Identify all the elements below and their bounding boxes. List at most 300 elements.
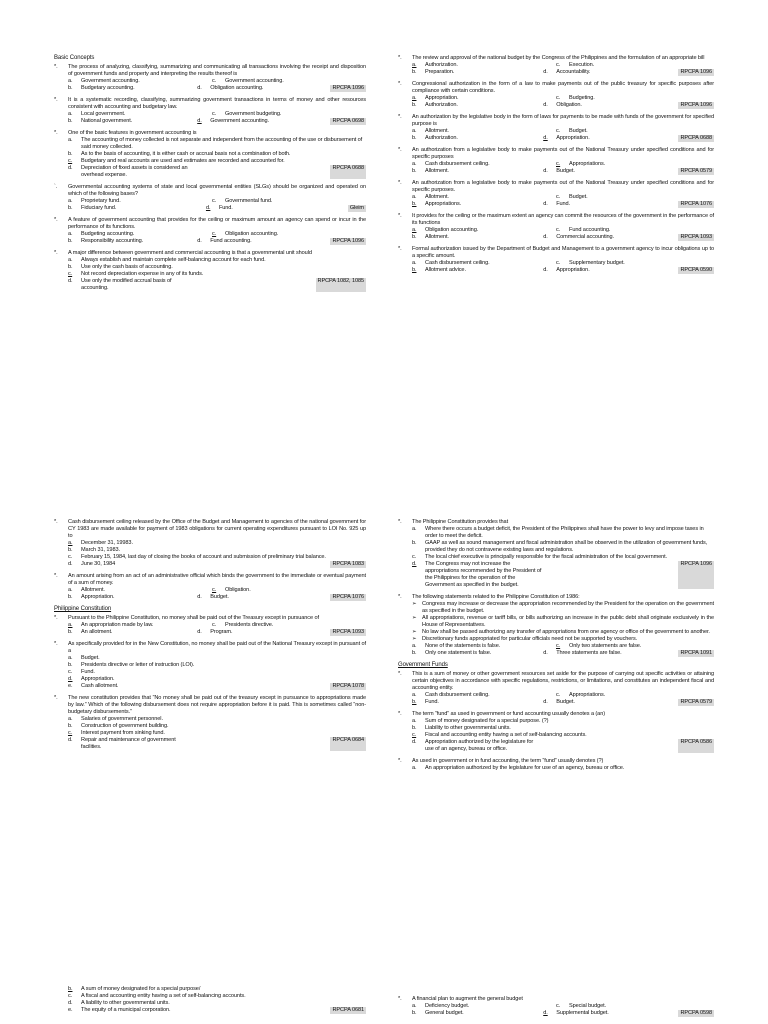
section-heading: Basic Concepts (54, 55, 95, 61)
question (54, 641, 366, 690)
source-tag: RPCPA 1093 (332, 629, 364, 635)
answer-options (68, 111, 366, 125)
question (398, 213, 714, 241)
answer-options (412, 260, 714, 274)
option-text: Budgetary accounting. (81, 85, 135, 91)
option-row (412, 69, 714, 76)
answer-option (68, 662, 366, 669)
question-text: The term “fund” as used in government or fund accounting usually denotes a (an) (412, 711, 605, 717)
answer-options (412, 95, 714, 109)
option-letter: a. (412, 128, 417, 134)
answer-option (68, 278, 190, 292)
answer-option (197, 118, 326, 125)
option-text: Allotment. (81, 587, 105, 593)
answer-option (412, 194, 556, 201)
option-letter: b. (412, 201, 417, 207)
answer-option (556, 227, 700, 234)
option-text: An appropriation made by law. (81, 622, 154, 628)
answer-options (68, 716, 366, 751)
question-text: It is a systematic recording, classifying, summarizing government transactions in terms of money and other resources consistent with accounting and budgetary law. (68, 97, 366, 110)
statement-item (412, 629, 714, 636)
question-stem (398, 55, 714, 62)
option-row (68, 594, 366, 601)
answer-options (412, 765, 714, 772)
source-tag: RPCPA 0681 (332, 1007, 365, 1013)
option-letter: b. (412, 540, 417, 546)
answer-option (556, 692, 700, 699)
option-text: Depreciation of fixed assets is considered an overhead expense. (81, 165, 188, 178)
question-text: An amount arising from an act of an administrative official which binds the government to the immediate or eventual payment of a sum of money. (68, 573, 366, 586)
option-row (68, 547, 366, 554)
option-text: Presidents directive. (225, 622, 274, 628)
option-row (412, 102, 714, 109)
question-bullet: *. (398, 55, 402, 61)
option-row (412, 260, 714, 267)
option-text: Interest payment from sinking fund. (81, 730, 165, 736)
answer-option (412, 718, 714, 725)
statement-text: Congress may increase or decrease the appropriation recommended by the President for the operation on the government as specified in the budget. (422, 601, 714, 614)
option-letter: b. (68, 238, 73, 244)
option-letter: a. (68, 540, 73, 546)
option-row (68, 1007, 366, 1014)
option-text: The Congress may not increase the appropriations recommended by the President of the Philippines for the operation of the Government as specified in the budget. (425, 561, 542, 588)
option-letter: d. (543, 135, 548, 141)
question-text: The process of analyzing, classifying, summarizing and communicating all transactions involving the receipt and disposition of government funds and property and interpreting the results thereof is (68, 64, 366, 77)
option-letter: b. (68, 723, 73, 729)
option-letter: c. (68, 993, 73, 999)
option-text: A liability to other governmental units. (81, 1000, 170, 1006)
option-text: Local government. (81, 111, 126, 117)
question-text: Pursuant to the Philippine Constitution, no money shall be paid out of the Treasury except in pursuance of (68, 615, 319, 621)
option-row (412, 62, 714, 69)
answer-option (412, 135, 543, 142)
option-text: February 15, 1984, last day of closing the books of account and submission of preliminary trial balance. (81, 554, 326, 560)
answer-option (543, 168, 674, 175)
option-letter: b. (412, 650, 417, 656)
option-text: Budget. (210, 594, 229, 600)
answer-option (68, 723, 366, 730)
option-row (412, 526, 714, 540)
answer-option (68, 554, 366, 561)
answer-option (68, 271, 366, 278)
source-tag: RPCPA 0586 (678, 739, 714, 753)
option-letter: c. (68, 730, 73, 736)
answer-option (68, 165, 197, 179)
option-row (68, 85, 366, 92)
option-text: Authorization. (425, 62, 458, 68)
question-stem (54, 573, 366, 587)
question-stem (54, 250, 366, 257)
answer-option (412, 692, 556, 699)
option-text: Supplementary budget. (569, 260, 625, 266)
option-letter: b. (68, 264, 73, 270)
answer-options (412, 526, 714, 589)
option-row (412, 650, 714, 657)
option-row (68, 78, 366, 85)
answer-option (68, 158, 366, 165)
statement-item (412, 636, 714, 643)
statement-text: All appropriations, revenue or tariff bills, or bills authorizing an increase in the public debt shall originate exclusively in the House of Representatives. (422, 615, 714, 628)
question (398, 147, 714, 175)
question (54, 64, 366, 92)
answer-option (543, 699, 674, 706)
option-letter: d. (412, 561, 417, 567)
option-row (412, 161, 714, 168)
question-bullet: *. (398, 114, 402, 120)
option-letter: a. (68, 655, 73, 661)
question-stem (398, 671, 714, 692)
source-tag: RPCPA 0684 (330, 737, 366, 751)
option-row (68, 271, 366, 278)
option-letter: a. (412, 62, 417, 68)
source-tag: RPCPA 0579 (680, 168, 712, 174)
source-tag: RPCPA 1096 (332, 238, 364, 244)
option-row (68, 205, 366, 212)
question-bullet: *. (54, 695, 58, 701)
question-bullet: *. (54, 217, 58, 223)
option-letter: b. (412, 102, 417, 108)
answer-options (412, 692, 714, 706)
option-letter: c. (212, 111, 217, 117)
option-text: Government budgeting. (225, 111, 282, 117)
answer-option (68, 238, 197, 245)
answer-option (412, 267, 543, 274)
option-text: Fund. (556, 201, 571, 207)
question-bullet: *. (54, 250, 58, 256)
question-stem (54, 130, 366, 137)
option-letter: c. (68, 158, 73, 164)
question-text: An authorization from a legislative body to make payments out of the National Treasury under specified conditions and for specific purposes. (412, 180, 714, 193)
option-text: Budget. (569, 128, 588, 134)
option-text: Appropriations. (569, 692, 606, 698)
option-text: Government accounting. (81, 78, 140, 84)
question-stem (398, 81, 714, 95)
option-text: Fund. (218, 205, 233, 211)
option-row (68, 165, 366, 179)
question (398, 81, 714, 109)
option-text: Cash disbursement ceiling. (425, 161, 490, 167)
question-stem (398, 519, 714, 526)
answer-option (556, 95, 700, 102)
option-text: Responsibility accounting. (81, 238, 144, 244)
option-row (68, 730, 366, 737)
option-text: June 30, 1984 (81, 561, 116, 567)
option-letter: a. (68, 111, 73, 117)
answer-option (212, 78, 356, 85)
option-row (68, 198, 366, 205)
option-text: A sum of money designated for a special purpose/ (81, 986, 201, 992)
option-letter: b. (68, 662, 73, 668)
answer-option (412, 128, 556, 135)
answer-options (68, 231, 366, 245)
answer-option (412, 62, 556, 69)
answer-option (68, 737, 197, 751)
question-text: The new constitution provides that “No money shall be paid out of the treasury except in pursuance to appropriations made by law.” Which of the following disbursement does not require appropriation before it is paid. This is sometimes called “non-budgetary disbursements.” (68, 695, 366, 715)
option-text: Allotment. (425, 128, 449, 134)
column-top-right (398, 55, 714, 279)
source-tag: RPCPA 1096 (680, 102, 712, 108)
option-text: Appropriation. (556, 135, 590, 141)
question (398, 758, 714, 772)
question (398, 671, 714, 706)
answer-option (543, 135, 674, 142)
answer-option (68, 205, 206, 212)
option-letter: c. (68, 271, 73, 277)
option-letter: d. (68, 165, 73, 171)
answer-options (68, 257, 366, 292)
answer-option (212, 111, 356, 118)
option-text: Budget. (556, 168, 575, 174)
source-tag: RPCPA 0598 (680, 1010, 712, 1016)
question-stem (398, 180, 714, 194)
question-bullet: *. (54, 130, 58, 136)
option-text: Where there occurs a budget deficit, the President of the Philippines shall have the power to levy and impose taxes in order to meet the deficit. (425, 526, 704, 539)
option-letter: a. (412, 227, 417, 233)
option-letter: c. (556, 62, 561, 68)
section-heading: Government Funds (398, 662, 448, 668)
answer-option (68, 655, 366, 662)
question (54, 97, 366, 125)
option-text: Appropriation authorized by the legislature for use of an agency, bureau or office. (425, 739, 534, 752)
option-text: The equity of a municipal corporation. (81, 1007, 171, 1013)
answer-option (543, 69, 674, 76)
option-text: Accountability. (556, 69, 591, 75)
option-row (412, 699, 714, 706)
option-text: Preparation. (425, 69, 455, 75)
answer-option (556, 128, 700, 135)
answer-option (68, 683, 197, 690)
option-row (412, 168, 714, 175)
option-text: Appropriations. (425, 201, 462, 207)
question (54, 217, 366, 245)
question-bullet: *. (54, 64, 58, 70)
option-text: Obligation accounting. (225, 231, 279, 237)
arrow-bullet-icon: ➢ (412, 615, 417, 621)
option-letter: d. (68, 676, 73, 682)
question-text: Congressional authorization in the form of a law to make payments out of the public treasury for specific purposes after compliance with certain conditions. (412, 81, 714, 94)
option-letter: d. (197, 629, 202, 635)
question-text: An authorization by the legislative body in the form of laws for payments to be made with funds of the government for specified purpose is (412, 114, 714, 127)
question (398, 711, 714, 753)
question-bullet: *. (54, 519, 58, 525)
arrow-bullet-icon: ➢ (412, 636, 417, 642)
statement-text: No law shall be passed authorizing any transfer of appropriations from one agency or office of the government to another. (422, 629, 710, 635)
answer-options (68, 198, 366, 212)
answer-option (68, 151, 366, 158)
answer-option (556, 1003, 700, 1010)
answer-option (68, 198, 212, 205)
option-letter: c. (556, 95, 561, 101)
column-bottom-right (398, 996, 714, 1022)
source-tag: RPCPA 1096 (680, 69, 712, 75)
answer-option (197, 629, 326, 636)
answer-option (212, 622, 356, 629)
option-text: Allotment advice. (425, 267, 466, 273)
answer-option (412, 260, 556, 267)
option-row (68, 587, 366, 594)
option-letter: c. (556, 227, 561, 233)
question-stem (54, 217, 366, 231)
question-text: A major difference between government and commercial accounting is that a governmental unit should (68, 250, 312, 256)
answer-option (412, 227, 556, 234)
question-bullet: *. (54, 615, 58, 621)
option-text: Appropriation. (81, 676, 115, 682)
option-row (68, 716, 366, 723)
option-letter: b. (412, 168, 417, 174)
answer-option (543, 1010, 674, 1017)
answer-options (68, 78, 366, 92)
option-letter: b. (68, 986, 73, 992)
source-tag: RPCPA 1076 (332, 594, 364, 600)
answer-option (412, 650, 543, 657)
option-letter: b. (412, 234, 417, 240)
option-letter: b. (412, 699, 417, 705)
option-text: Fund accounting. (569, 227, 611, 233)
option-text: Program. (210, 629, 233, 635)
arrow-bullet-icon: ➢ (412, 601, 417, 607)
answer-option (68, 622, 212, 629)
column-bottom-left (54, 986, 366, 1019)
option-text: Budget. (81, 655, 100, 661)
option-row (68, 257, 366, 264)
option-row (68, 655, 366, 662)
answer-option (68, 257, 366, 264)
option-row (68, 986, 366, 993)
arrow-bullet-icon: ➢ (412, 629, 417, 635)
option-text: Always establish and maintain complete self-balancing account for each fund. (81, 257, 266, 263)
option-row (68, 151, 366, 158)
option-text: A fiscal and accounting entity having a set of self-balancing accounts. (81, 993, 246, 999)
option-row (412, 554, 714, 561)
spacer (197, 737, 326, 751)
question-bullet: *. (398, 758, 402, 764)
answer-options (412, 1003, 714, 1017)
option-text: Fund accounting. (210, 238, 252, 244)
option-row (68, 669, 366, 676)
answer-option (68, 231, 212, 238)
option-letter: b. (412, 69, 417, 75)
answer-options (412, 718, 714, 753)
answer-option (412, 168, 543, 175)
column-top-left (54, 55, 366, 297)
option-letter: c. (212, 198, 217, 204)
option-letter: b. (412, 1010, 417, 1016)
option-text: Execution. (569, 62, 595, 68)
option-letter: a. (412, 194, 417, 200)
option-letter: a. (412, 643, 417, 649)
answer-option (412, 69, 543, 76)
option-letter: b. (68, 594, 73, 600)
question-stem (54, 64, 366, 78)
question (54, 573, 366, 601)
question-stem (398, 147, 714, 161)
option-text: Use only the modified accrual basis of accounting. (81, 278, 172, 291)
answer-option (556, 643, 700, 650)
answer-option (68, 1000, 366, 1007)
option-text: An allotment. (81, 629, 113, 635)
statement-item (412, 615, 714, 629)
source-tag: RPCPA 0688 (330, 165, 366, 179)
answer-option (412, 765, 714, 772)
option-row (68, 622, 366, 629)
answer-option (412, 561, 543, 589)
question-bullet: *. (398, 711, 402, 717)
option-letter: c. (212, 231, 217, 237)
option-text: Government accounting. (210, 118, 269, 124)
option-letter: a. (68, 257, 73, 263)
option-letter: c. (556, 260, 561, 266)
option-letter: b. (68, 85, 73, 91)
answer-options (68, 655, 366, 690)
option-text: Proprietary fund. (81, 198, 121, 204)
question-text: One of the basic features in government accounting is (68, 130, 197, 136)
answer-option (197, 594, 326, 601)
option-text: General budget. (425, 1010, 464, 1016)
question-bullet: *. (54, 641, 58, 647)
option-text: Only two statements are false. (569, 643, 642, 649)
option-text: Repair and maintenance of government facilities. (81, 737, 176, 750)
option-letter: c. (412, 554, 417, 560)
answer-option (543, 234, 674, 241)
option-row (68, 676, 366, 683)
statement-text: Discretionary funds appropriated for particular officials need not be supported by vouchers. (422, 636, 638, 642)
answer-option (68, 676, 366, 683)
option-text: Governmental fund. (225, 198, 273, 204)
answer-option (556, 62, 700, 69)
spacer (197, 1007, 326, 1014)
option-text: Three statements are false. (556, 650, 622, 656)
option-text: Budget. (556, 699, 575, 705)
answer-option (68, 594, 197, 601)
option-row (412, 1003, 714, 1010)
option-text: Appropriation. (556, 267, 590, 273)
option-letter: d. (412, 739, 417, 745)
question-stem (398, 996, 714, 1003)
option-row (412, 732, 714, 739)
question-stem (398, 114, 714, 128)
answer-options (412, 194, 714, 208)
option-row (412, 725, 714, 732)
option-text: Cash allotment. (81, 683, 119, 689)
option-letter: d. (68, 561, 73, 567)
question-stem (54, 97, 366, 111)
answer-option (412, 201, 543, 208)
option-letter: e. (68, 1007, 73, 1013)
option-text: Use only the cash basis of accounting. (81, 264, 173, 270)
source-tag: Gleim (349, 205, 364, 211)
option-row (68, 158, 366, 165)
source-tag: RPCPA 1096 (678, 561, 714, 589)
option-text: Budget. (569, 194, 588, 200)
question (54, 130, 366, 179)
question-bullet: *. (398, 147, 402, 153)
option-text: March 31, 1983. (81, 547, 120, 553)
answer-option (412, 1003, 556, 1010)
option-row (412, 135, 714, 142)
answer-option (543, 267, 674, 274)
option-row (412, 201, 714, 208)
option-row (68, 540, 366, 547)
option-text: Not record depreciation expense in any of its funds. (81, 271, 204, 277)
option-text: Allotment. (425, 234, 449, 240)
option-text: Appropriation. (425, 95, 459, 101)
option-letter: c. (556, 692, 561, 698)
option-letter: a. (68, 78, 73, 84)
option-letter: a. (412, 260, 417, 266)
answer-options (68, 587, 366, 601)
option-row (412, 227, 714, 234)
option-letter: b. (68, 151, 73, 157)
